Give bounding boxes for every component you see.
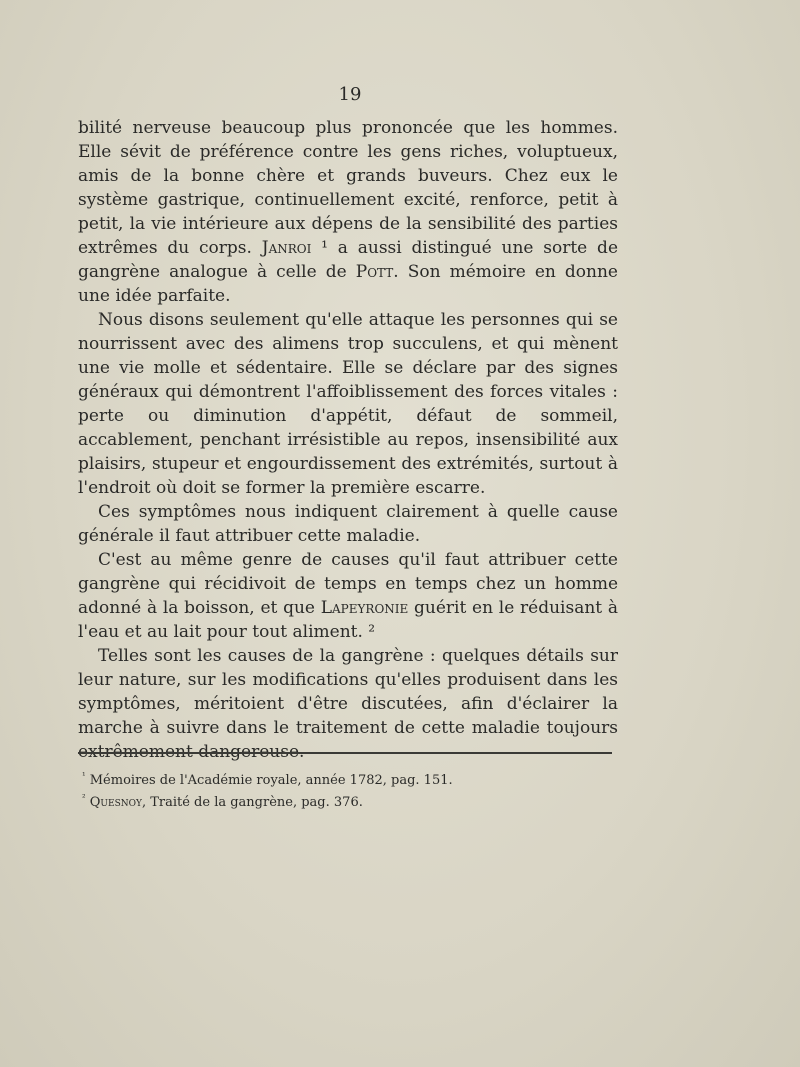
- footnote-mark: ²: [82, 793, 86, 804]
- text-run: Nous disons seulement qu'elle attaque les personnes qui se nourrissent avec des alimens trop succulens, et qui mènent une vie molle et sédentaire. Elle se déclare par des signes généraux qui démontrent l'affoiblissement des forces vitales : perte ou diminution d'appétit, défaut de sommeil, accablement, penchant irrésistible au repos, insensibilité aux plaisirs, stupeur et engourdissement des extrémités, surtout à l'endroit où doit se former la première escarre.: [78, 310, 618, 498]
- footnote-mark: ¹: [82, 771, 86, 782]
- author-name: Quesnoy: [89, 795, 142, 810]
- paragraph: [78, 548, 618, 644]
- text-run: . Son mémoire en donne une idée parfaite.: [78, 262, 618, 306]
- footnote-text: [90, 795, 363, 810]
- paragraph: [78, 116, 618, 308]
- author-name: Janroi: [261, 238, 312, 258]
- text-run: Ces symptômes nous indiquent clairement à quelle cause générale il faut attribuer cette maladie.: [78, 502, 618, 546]
- text-run: Mémoires de l'Académie royale, année 1782, pag. 151.: [89, 773, 453, 788]
- footnote-text: [90, 773, 453, 788]
- page-number: 19: [338, 84, 362, 105]
- footnote: [82, 770, 602, 792]
- text-run: ¹ a aussi distingué une sorte de gangrène analogue à celle de: [78, 238, 619, 282]
- body-text: [78, 116, 618, 764]
- text-run: guérit en le réduisant à l'eau et au lait pour tout aliment. ²: [78, 598, 618, 642]
- paragraph: [78, 308, 618, 500]
- paragraph: [78, 644, 618, 764]
- text-run: Telles sont les causes de la gangrène : quelques détails sur leur nature, sur les modifications qu'elles produisent dans les symptômes, méritoient d'être discutées, afin d'éclairer la marche à suivre dans le traitement de cette maladie toujours extrêmement dangereuse.: [78, 646, 618, 762]
- text-run: C'est au même genre de causes qu'il faut attribuer cette gangrène qui récidivoit de temps en temps chez un homme adonné à la boisson, et que: [78, 550, 618, 618]
- footnote-separator: [78, 752, 612, 754]
- text-run: , Traité de la gangrène, pag. 376.: [141, 795, 363, 810]
- author-name: Pott: [355, 262, 394, 282]
- footnote: [82, 792, 602, 814]
- footnotes: [82, 770, 602, 814]
- text-run: bilité nerveuse beaucoup plus prononcée que les hommes. Elle sévit de préférence contre les gens riches, voluptueux, amis de la bonne chère et grands buveurs. Chez eux le système gastrique, continuellement excité, renforce, petit à petit, la vie intérieure aux dépens de la sensibilité des parties extrêmes du corps.: [78, 118, 618, 258]
- author-name: Lapeyronie: [320, 598, 409, 618]
- paragraph: [78, 500, 618, 548]
